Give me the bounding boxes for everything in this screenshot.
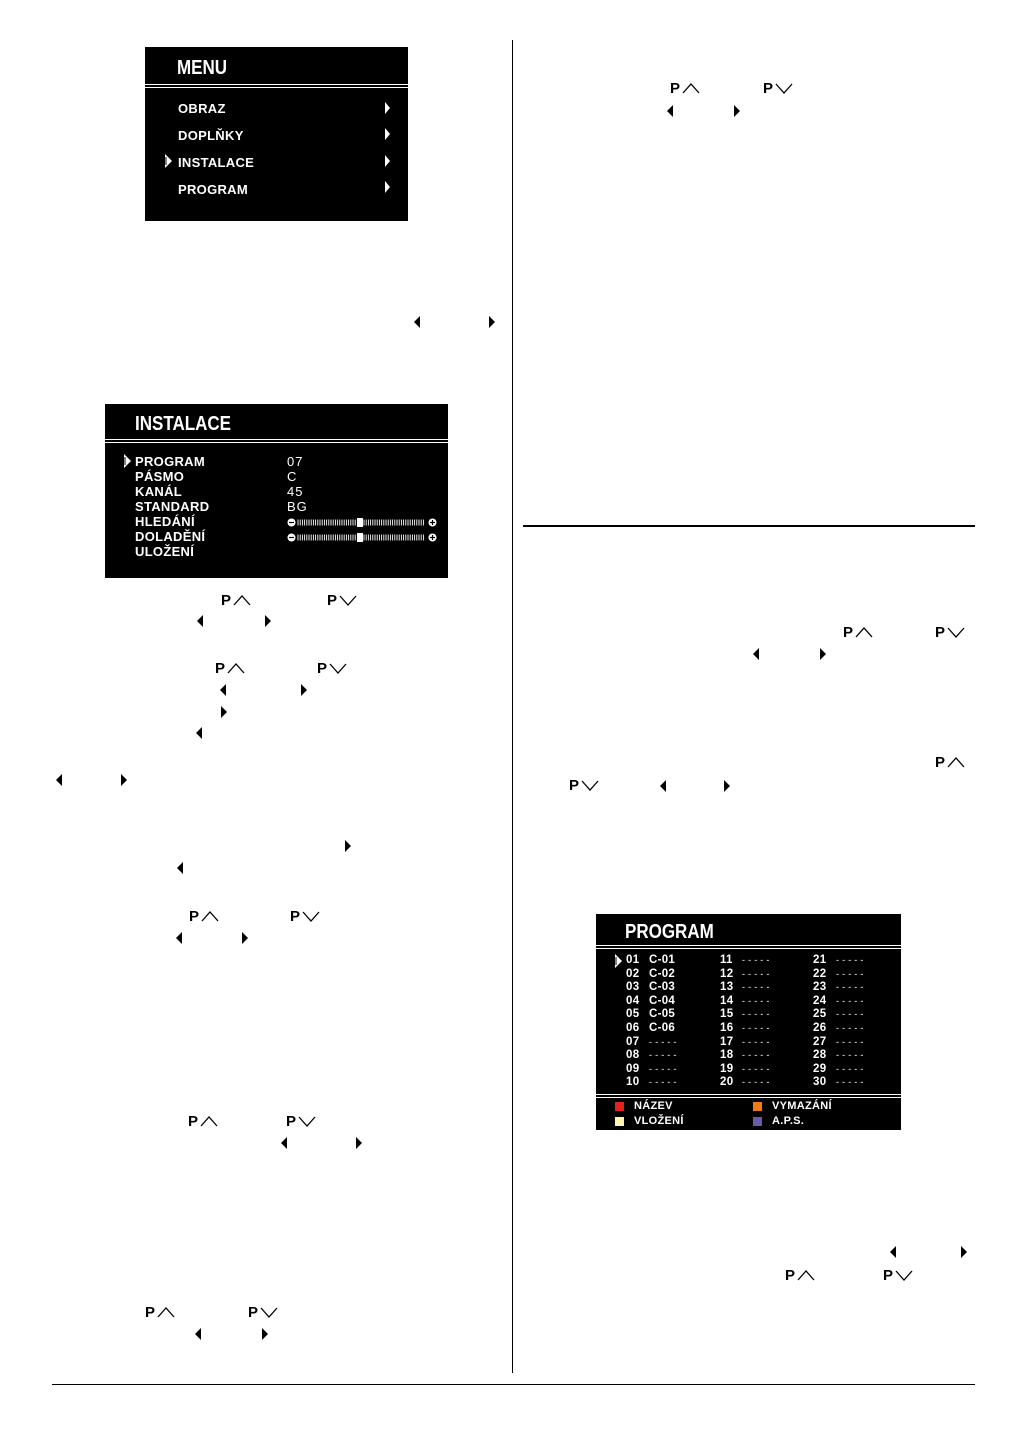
program-name[interactable]: - - - - - [836,1009,864,1020]
program-up-key-icon: P [935,754,965,772]
chevron-right-icon [385,181,390,193]
program-number: 09 [626,1062,640,1075]
program-down-key-icon: P [935,624,965,642]
program-number: 02 [626,967,640,980]
right-arrow-key-icon [265,615,271,627]
instalace-row-label[interactable]: KANÁL [135,484,182,499]
instalace-title: INSTALACE [135,413,232,435]
program-number: 22 [813,967,827,980]
program-number: 13 [720,981,734,994]
program-number: 11 [720,954,733,966]
slider-thumb [357,533,363,542]
program-number: 16 [720,1022,734,1034]
program-number: 10 [626,1076,640,1089]
left-arrow-key-icon [195,1328,201,1340]
instalace-title-rule [105,439,448,440]
instalace-row-label[interactable]: DOLADĚNÍ [135,529,206,544]
chevron-right-icon [385,128,390,140]
legend-swatch-purple [753,1117,762,1126]
program-name[interactable]: - - - - - [649,1077,677,1088]
section-divider [523,525,975,527]
program-number: 27 [813,1035,827,1048]
program-number: 12 [720,967,734,980]
program-name[interactable]: - - - - - [742,955,770,965]
program-name[interactable]: - - - - - [742,982,770,993]
right-arrow-key-icon [345,840,351,852]
program-name[interactable]: - - - - - [742,968,770,979]
program-number: 15 [720,1008,734,1021]
menu-item-obraz[interactable]: OBRAZ [178,101,226,116]
menu-item-instalace[interactable]: INSTALACE [178,155,255,170]
chevron-right-icon [385,155,390,167]
left-arrow-key-icon [890,1246,896,1258]
program-down-key-icon: P [286,1113,316,1131]
menu-item-program[interactable]: PROGRAM [178,182,248,197]
instalace-title-rule-2 [105,442,448,443]
program-number: 19 [720,1062,734,1075]
column-divider [512,40,513,1373]
right-arrow-key-icon [221,706,227,718]
legend-vymazani: VYMAZÁNÍ [772,1100,832,1112]
menu-osd [145,47,408,221]
program-number: 14 [720,994,734,1007]
program-name[interactable]: - - - - - [649,1063,677,1074]
instalace-row-value: C [287,469,298,484]
instalace-osd [105,404,448,578]
instalace-row-label[interactable]: HLEDÁNÍ [135,514,195,529]
legend-aps: A.P.S. [772,1115,805,1127]
instalace-row-label[interactable]: PROGRAM [135,454,205,469]
instalace-row-label[interactable]: PÁSMO [135,469,185,484]
left-arrow-key-icon [414,316,420,328]
program-down-key-icon: P [248,1304,278,1322]
program-name[interactable]: - - - - - [742,1023,770,1033]
chevron-right-icon [385,102,390,114]
program-down-key-icon: P [317,660,347,678]
program-name[interactable]: - - - - - [742,1009,770,1020]
program-down-key-icon: P [327,592,357,610]
footer-rule [52,1384,975,1385]
left-arrow-key-icon [196,727,202,739]
program-number: 21 [813,954,827,966]
program-name[interactable]: - - - - - [742,1063,770,1074]
right-arrow-key-icon [820,648,826,660]
program-name[interactable]: - - - - - [742,1050,770,1061]
program-number: 30 [813,1076,827,1089]
left-arrow-key-icon [667,105,673,117]
legend-nazev: NÁZEV [634,1100,673,1112]
program-name[interactable]: - - - - - [836,1036,864,1047]
program-name[interactable]: - - - - - [836,968,864,979]
program-name[interactable]: C-02 [649,967,676,980]
program-name[interactable]: - - - - - [836,1077,864,1088]
selection-marker-icon [615,954,622,968]
menu-title-rule-2 [145,87,408,88]
program-number: 17 [720,1035,734,1048]
fine-tune-slider[interactable] [287,533,437,542]
search-slider[interactable] [287,518,437,527]
program-number: 08 [626,1049,640,1062]
program-number: 28 [813,1049,827,1062]
program-name[interactable]: C-05 [649,1008,676,1021]
right-arrow-key-icon [724,780,730,792]
slider-thumb [357,518,363,527]
program-name[interactable]: - - - - - [742,1036,770,1047]
left-arrow-key-icon [660,780,666,792]
left-arrow-key-icon [197,615,203,627]
right-arrow-key-icon [734,105,740,117]
left-arrow-key-icon [177,862,183,874]
program-number: 07 [626,1035,640,1048]
program-name[interactable]: C-01 [649,954,676,966]
right-arrow-key-icon [356,1137,362,1149]
program-up-key-icon: P [843,624,873,642]
instalace-row-value: BG [287,499,308,514]
program-number: 18 [720,1049,734,1062]
legend-swatch-orange [753,1102,762,1111]
left-arrow-key-icon [176,932,182,944]
program-legend-rule-2 [596,1097,901,1098]
program-number: 26 [813,1022,827,1034]
program-number: 20 [720,1076,734,1089]
program-name[interactable]: C-06 [649,1022,676,1034]
program-osd [596,914,901,1130]
program-name[interactable]: - - - - - [649,1036,677,1047]
program-number: 06 [626,1022,640,1034]
program-number: 25 [813,1008,827,1021]
menu-title: MENU [177,57,228,79]
menu-title-rule [145,84,408,85]
program-up-key-icon: P [221,592,251,610]
selection-marker-icon [124,454,131,468]
legend-vlozeni: VLOŽENÍ [634,1115,684,1127]
selection-marker-icon [165,154,172,168]
legend-swatch-yellow [615,1117,624,1126]
program-number: 04 [626,994,640,1007]
program-name[interactable]: - - - - - [836,1050,864,1061]
right-arrow-key-icon [489,316,495,328]
program-down-key-icon: P [569,777,599,795]
instalace-row-label[interactable]: STANDARD [135,499,210,514]
program-title-rule [596,945,901,946]
program-number: 23 [813,981,827,994]
right-arrow-key-icon [301,684,307,696]
program-name[interactable]: - - - - - [836,955,864,965]
program-name[interactable]: - - - - - [649,1050,677,1061]
left-arrow-key-icon [753,648,759,660]
right-arrow-key-icon [262,1328,268,1340]
right-arrow-key-icon [242,932,248,944]
program-number: 03 [626,981,640,994]
program-name[interactable]: - - - - - [836,1063,864,1074]
program-down-key-icon: P [763,80,793,98]
program-name[interactable]: - - - - - [742,1077,770,1088]
program-legend-rule [596,1094,901,1095]
program-title: PROGRAM [625,921,714,943]
instalace-row-value: 07 [287,454,304,469]
left-arrow-key-icon [56,774,62,786]
left-arrow-key-icon [281,1137,287,1149]
program-name[interactable]: C-03 [649,981,676,994]
legend-swatch-red [615,1102,624,1111]
program-name[interactable]: - - - - - [836,982,864,993]
program-up-key-icon: P [670,80,700,98]
program-up-key-icon: P [785,1267,815,1285]
right-arrow-key-icon [961,1246,967,1258]
program-number: 01 [626,954,640,966]
program-up-key-icon: P [215,660,245,678]
program-title-rule-2 [596,948,901,949]
program-down-key-icon: P [290,908,320,926]
program-up-key-icon: P [189,908,219,926]
program-name[interactable]: - - - - - [836,995,864,1006]
menu-item-doplnky[interactable]: DOPLŇKY [178,128,244,143]
program-name[interactable]: C-04 [649,994,676,1007]
program-name[interactable]: - - - - - [742,995,770,1006]
left-arrow-key-icon [220,684,226,696]
program-number: 24 [813,994,827,1007]
program-name[interactable]: - - - - - [836,1023,864,1033]
right-arrow-key-icon [121,774,127,786]
program-up-key-icon: P [145,1304,175,1322]
program-down-key-icon: P [883,1267,913,1285]
instalace-row-label[interactable]: ULOŽENÍ [135,544,195,559]
program-number: 29 [813,1062,827,1075]
program-number: 05 [626,1008,640,1021]
instalace-row-value: 45 [287,484,304,499]
program-up-key-icon: P [188,1113,218,1131]
